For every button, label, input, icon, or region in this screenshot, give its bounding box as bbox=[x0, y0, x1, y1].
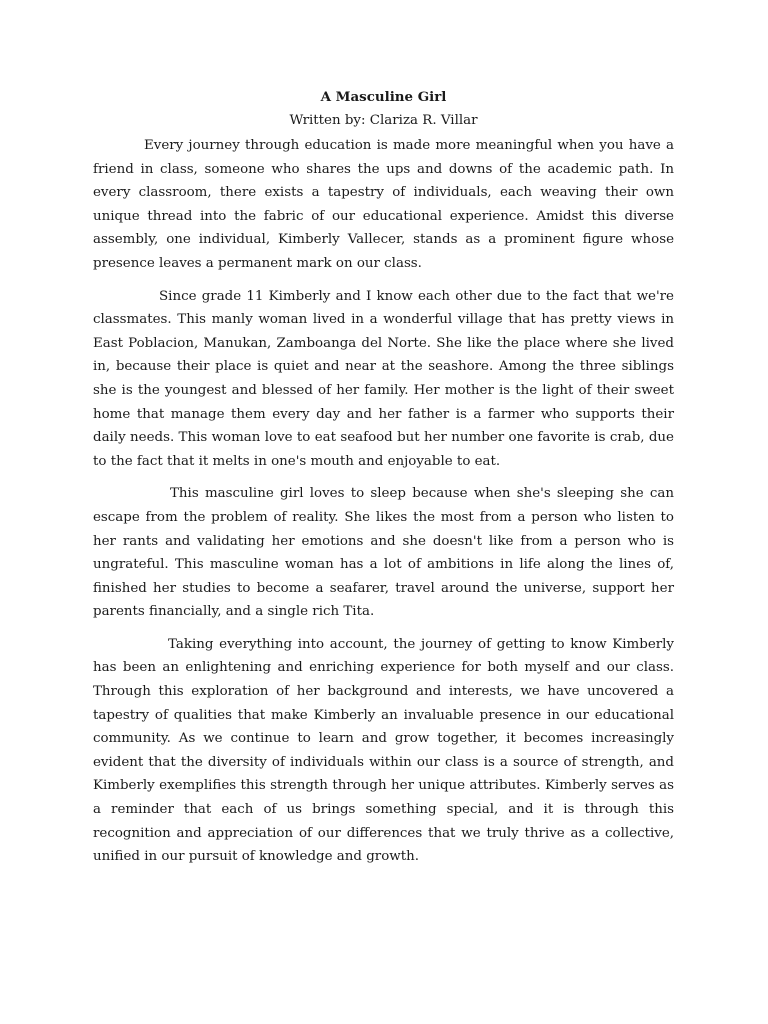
document-page bbox=[93, 85, 674, 878]
paragraph-conclusion: Taking everything into account, the journey of getting to know Kimberly has been an enlightening and enriching experience for both myself and our class. Through this exploration of her background and interests, we have uncovered a tapestry of qualities that make Kimberly an invaluable presence in our educational community. As we continue to learn and grow together, it becomes increasingly evident that the diversity of individuals within our class is a source of strength, and Kimberly exemplifies this strength through her unique attributes. Kimberly serves as a reminder that each of us brings something special, and it is through this recognition and appreciation of our differences that we truly thrive as a collective, unified in our pursuit of knowledge and growth. bbox=[93, 636, 674, 865]
document-title: A Masculine Girl bbox=[320, 89, 447, 105]
document-byline: Written by: Clariza R. Villar bbox=[289, 113, 478, 128]
document-body bbox=[93, 134, 674, 869]
paragraph-interests: This masculine girl loves to sleep because when she's sleeping she can escape from the problem of reality. She likes the most from a person who listen to her rants and validating her emotions and she doesn't like from a person who is ungrateful. This masculine woman has a lot of ambitions in life along the lines of, finished her studies to become a seafarer, travel around the universe, support her parents financially, and a single rich Tita. bbox=[93, 486, 674, 620]
paragraph-introduction: Every journey through education is made more meaningful when you have a friend in class, someone who shares the ups and downs of the academic path. In every classroom, there exists a tapestry of individuals, each weaving their own unique thread into the fabric of our educational experience. Amidst this diverse assembly, one individual, Kimberly Vallecer, stands as a prominent figure whose presence leaves a permanent mark on our class. bbox=[93, 138, 674, 271]
paragraph-background: Since grade 11 Kimberly and I know each other due to the fact that we're classmates. This manly woman lived in a wonderful village that has pretty views in East Poblacion, Manukan, Zamboanga del Norte. She like the place where she lived in, because their place is quiet and near at the seashore. Among the three siblings she is the youngest and blessed of her family. Her mother is the light of their sweet home that manage them every day and her father is a farmer who supports their daily needs. This woman love to eat seafood but her number one favorite is crab, due to the fact that it melts in one's mouth and enjoyable to eat. bbox=[93, 288, 674, 469]
